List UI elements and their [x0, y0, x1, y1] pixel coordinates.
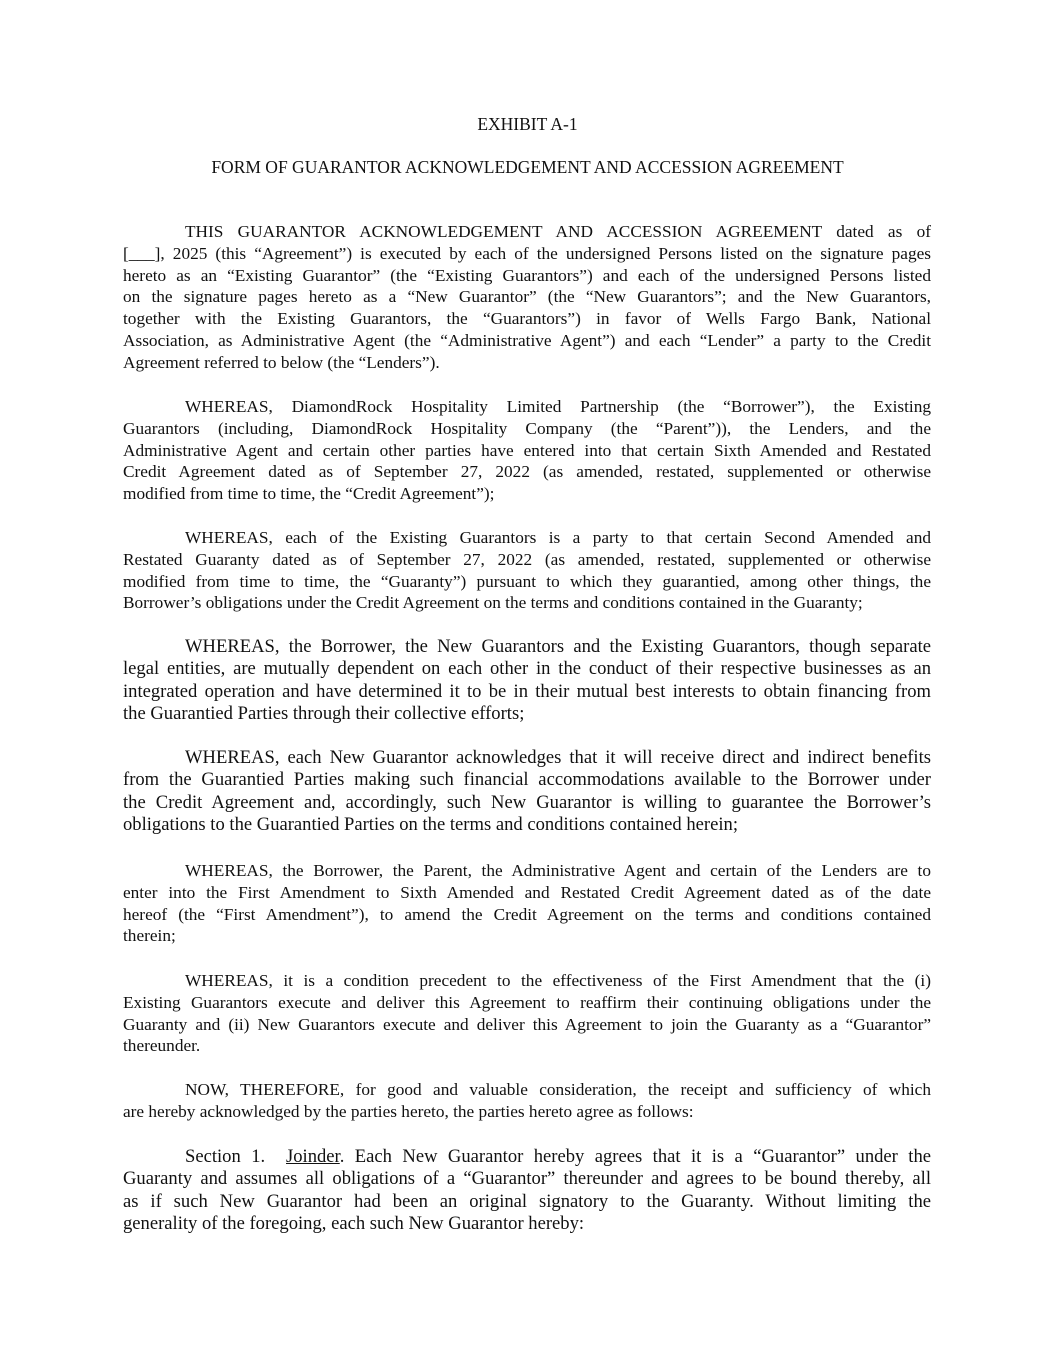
section-number: Section 1. [185, 1146, 266, 1167]
paragraph-line: NOW, THEREFORE, for good and valuable consideration, the receipt and sufficiency of which [185, 1080, 931, 1099]
paragraph-line: integrated operation and have determined it to be in their mutual best interests to obtain financing from [123, 680, 931, 702]
paragraph-line: Association, as Administrative Agent (the “Administrative Agent”) and each “Lender” a party to the Credit [123, 330, 931, 350]
exhibit-label: EXHIBIT A-1 [477, 114, 578, 134]
paragraph-line: thereunder. [123, 1036, 201, 1056]
paragraph-line: are hereby acknowledged by the parties hereto, the parties hereto agree as follows: [123, 1101, 694, 1121]
paragraph-line: on the signature pages hereto as a “New Guarantor” (the “New Guarantors”; and the New Guarantors, [123, 287, 931, 307]
paragraph-whereas-guaranty [123, 527, 931, 614]
paragraph-line: hereof (the “First Amendment”), to amend the Credit Agreement on the terms and conditions contained [123, 904, 931, 924]
paragraph-line: [___], 2025 (this “Agreement”) is executed by each of the undersigned Persons listed on the signature pages [123, 243, 931, 263]
section-1-joinder [123, 1146, 931, 1235]
paragraph-line: modified from time to time, the “Guaranty”) pursuant to which they guarantied, among other things, the [123, 571, 931, 591]
paragraph-line: Borrower’s obligations under the Credit Agreement on the terms and conditions contained in the Guaranty; [123, 593, 863, 613]
section-line: as if such New Guarantor had been an original signatory to the Guaranty. Without limiting the [123, 1190, 931, 1212]
paragraph-line: from the Guarantied Parties making such financial accommodations available to the Borrower under [123, 769, 931, 791]
paragraph-line: Agreement referred to below (the “Lenders”). [123, 352, 440, 372]
paragraph-line: THIS GUARANTOR ACKNOWLEDGEMENT AND ACCESSION AGREEMENT dated as of [185, 222, 931, 241]
paragraph-line: Guaranty and (ii) New Guarantors execute and deliver this Agreement to join the Guaranty as a “Guarantor” [123, 1014, 931, 1034]
document-title: FORM OF GUARANTOR ACKNOWLEDGEMENT AND ACCESSION AGREEMENT [211, 157, 844, 177]
paragraph-line: therein; [123, 926, 176, 946]
paragraph-line: WHEREAS, it is a condition precedent to the effectiveness of the First Amendment that the (i) [185, 971, 931, 990]
paragraph-whereas-benefits [123, 747, 931, 836]
paragraph-line: enter into the First Amendment to Sixth Amended and Restated Credit Agreement dated as of the date [123, 882, 931, 902]
section-line: generality of the foregoing, each such New Guarantor hereby: [123, 1212, 585, 1234]
paragraph-whereas-mutual-dependence [123, 636, 931, 725]
section-1-first-line [123, 1146, 931, 1168]
paragraph-line: the Credit Agreement and, accordingly, such New Guarantor is willing to guarantee the Borrower’s [123, 791, 931, 813]
paragraph-line: Administrative Agent and certain other parties have entered into that certain Sixth Amended and Restated [123, 440, 931, 460]
section-first-line-text: . Each New Guarantor hereby agrees that it is a “Guarantor” under the [339, 1146, 932, 1167]
paragraph-line: legal entities, are mutually dependent on each other in the conduct of their respective businesses as an [123, 658, 931, 680]
section-line: Guaranty and assumes all obligations of a “Guarantor” thereunder and agrees to be bound thereby, all [123, 1168, 931, 1190]
paragraph-line: Guarantors (including, DiamondRock Hospitality Company (the “Parent”)), the Lenders, and the [123, 418, 931, 438]
paragraph-preamble [123, 221, 931, 374]
paragraph-line: WHEREAS, each New Guarantor acknowledges that it will receive direct and indirect benefits [185, 747, 931, 768]
paragraph-line: obligations to the Guarantied Parties on the terms and conditions contained herein; [123, 813, 738, 835]
paragraph-line: together with the Existing Guarantors, the “Guarantors”) in favor of Wells Fargo Bank, National [123, 309, 931, 329]
paragraph-line: the Guarantied Parties through their collective efforts; [123, 702, 525, 724]
paragraph-whereas-first-amendment [123, 860, 931, 947]
paragraph-line: WHEREAS, each of the Existing Guarantors is a party to that certain Second Amended and [185, 528, 931, 547]
paragraph-line: Restated Guaranty dated as of September 27, 2022 (as amended, restated, supplemented or otherwise [123, 549, 931, 569]
paragraph-line: WHEREAS, the Borrower, the Parent, the Administrative Agent and certain of the Lenders are to [185, 861, 931, 880]
paragraph-whereas-credit-agreement [123, 396, 931, 505]
paragraph-now-therefore [123, 1079, 931, 1123]
paragraph-line: modified from time to time, the “Credit Agreement”); [123, 484, 495, 504]
paragraph-line: WHEREAS, the Borrower, the New Guarantors and the Existing Guarantors, though separate [185, 636, 931, 657]
section-heading: Joinder [286, 1146, 340, 1167]
paragraph-whereas-condition-precedent [123, 970, 931, 1057]
paragraph-line: hereto as an “Existing Guarantor” (the “Existing Guarantors”) and each of the undersigned Persons listed [123, 265, 931, 285]
paragraph-line: Existing Guarantors execute and deliver this Agreement to reaffirm their continuing obligations under the [123, 992, 931, 1012]
paragraph-line: WHEREAS, DiamondRock Hospitality Limited Partnership (the “Borrower”), the Existing [185, 397, 931, 416]
paragraph-line: Credit Agreement dated as of September 27, 2022 (as amended, restated, supplemented or otherwise [123, 462, 931, 482]
